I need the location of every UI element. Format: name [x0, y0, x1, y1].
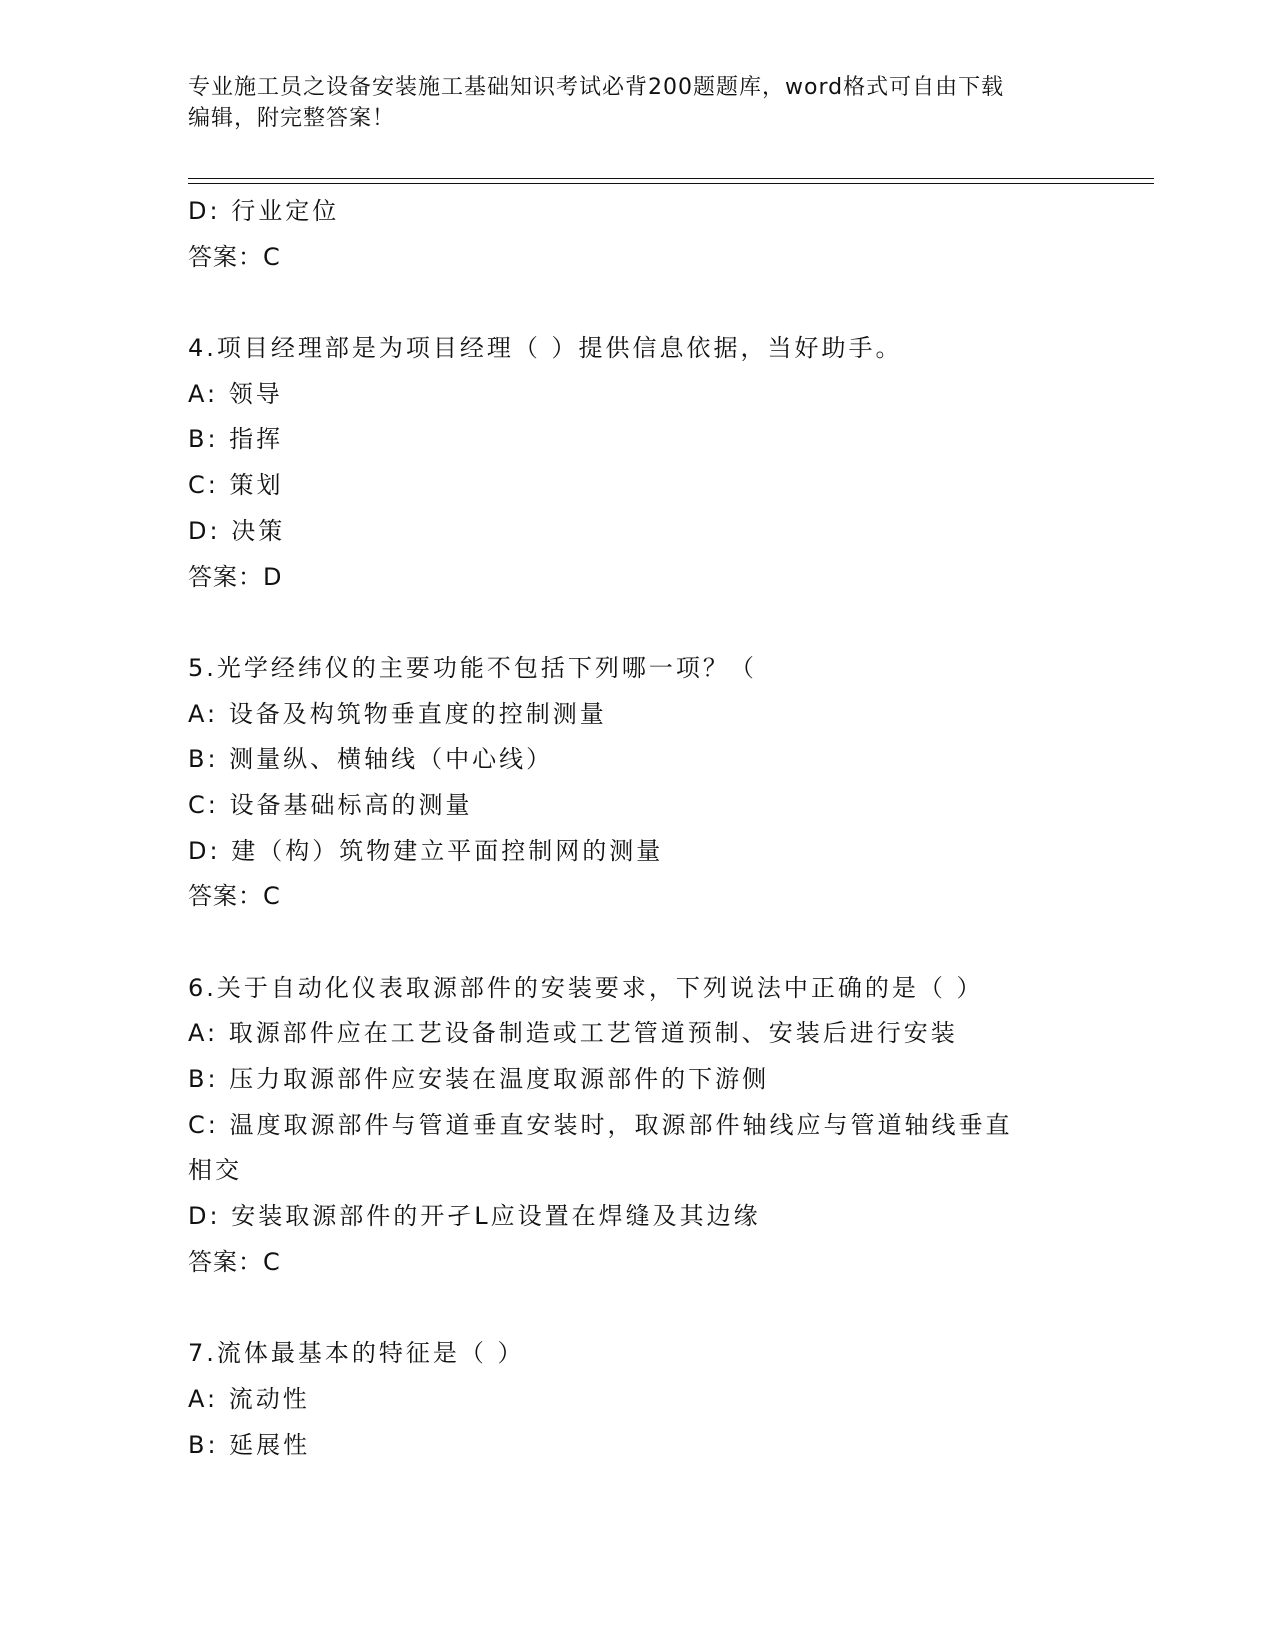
question-3: [188, 189, 1088, 280]
option-a: A: 领导: [188, 379, 283, 408]
question-5: [188, 646, 1088, 920]
answer: 答案：C: [188, 242, 281, 271]
question-stem: 4.项目经理部是为项目经理（ ）提供信息依据，当好助手。: [188, 334, 903, 363]
option-b: B: 指挥: [188, 425, 284, 454]
answer: 答案：C: [188, 882, 281, 911]
option-b: B: 测量纵、横轴线（中心线）: [188, 745, 554, 774]
answer: 答案：D: [188, 562, 283, 591]
spacer: [188, 600, 1088, 646]
question-stem: 6.关于自动化仪表取源部件的安装要求，下列说法中正确的是（ ）: [188, 973, 984, 1002]
option-d: D: 行业定位: [188, 197, 340, 225]
header-rule-bottom: [188, 183, 1154, 184]
option-a: A: 流动性: [188, 1384, 310, 1413]
question-4: [188, 326, 1088, 600]
option-c: C: 设备基础标高的测量: [188, 790, 473, 819]
option-d: D: 建（构）筑物建立平面控制网的测量: [188, 836, 664, 865]
option-d: D: 安装取源部件的开孑L应设置在焊缝及其边缘: [188, 1202, 761, 1231]
option-c: C: 策划: [188, 471, 284, 500]
option-a: A: 设备及构筑物垂直度的控制测量: [188, 699, 607, 728]
option-a: A: 取源部件应在工艺设备制造或工艺管道预制、安装后进行安装: [188, 1019, 958, 1048]
question-7: [188, 1331, 1088, 1468]
header-rule-top: [188, 178, 1154, 179]
option-b: B: 压力取源部件应安装在温度取源部件的下游侧: [188, 1065, 770, 1094]
spacer: [188, 920, 1088, 966]
header-title-line-1: 专业施工员之设备安装施工基础知识考试必背200题题库，word格式可自由下载: [188, 75, 1005, 100]
question-6: [188, 966, 1088, 1286]
spacer: [188, 280, 1088, 326]
question-stem: 5.光学经纬仪的主要功能不包括下列哪一项？（: [188, 653, 757, 682]
option-b: B: 延展性: [188, 1430, 311, 1459]
question-list: [188, 189, 1088, 1468]
option-c: C: 温度取源部件与管道垂直安装时，取源部件轴线应与管道轴线垂直: [188, 1110, 1013, 1139]
document-header: [188, 72, 1088, 134]
option-d: D: 决策: [188, 516, 286, 545]
question-stem: 7.流体最基本的特征是（ ）: [188, 1339, 525, 1368]
option-c-continued: 相交: [188, 1156, 242, 1185]
answer: 答案：C: [188, 1247, 281, 1276]
header-title-line-2: 编辑，附完整答案！: [188, 106, 396, 131]
spacer: [188, 1286, 1088, 1332]
